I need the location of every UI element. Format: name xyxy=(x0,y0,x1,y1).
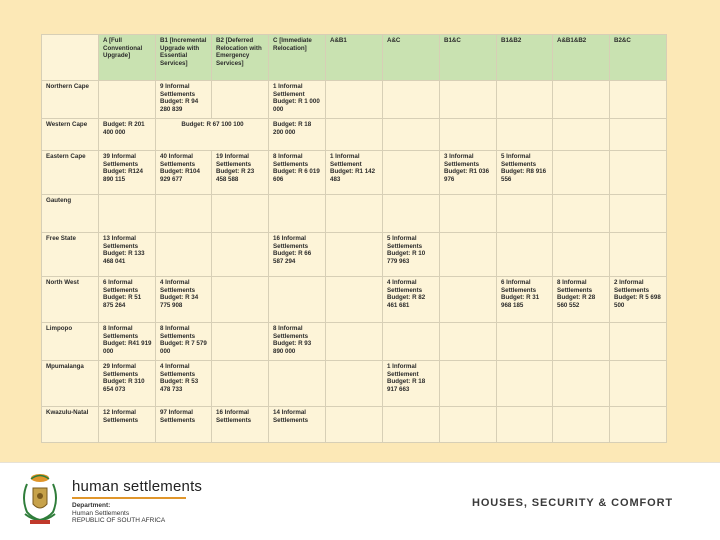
table-cell: 8 Informal Settlements Budget: R41 919 000 xyxy=(99,323,156,361)
table-cell xyxy=(553,323,610,361)
table-cell: 1 Informal Settlement Budget: R 18 917 663 xyxy=(383,361,440,407)
table-cell xyxy=(610,233,667,277)
table-cell xyxy=(212,323,269,361)
column-header: C [Immediate Relocation] xyxy=(269,35,326,81)
table-cell xyxy=(212,277,269,323)
table-cell: Budget: R 67 100 100 xyxy=(156,119,269,151)
table-row xyxy=(42,233,667,277)
table-cell: 8 Informal Settlements Budget: R 6 019 606 xyxy=(269,151,326,195)
province-cell: North West xyxy=(42,277,99,323)
table-cell: 14 Informal Settlements xyxy=(269,407,326,443)
column-header: B1&B2 xyxy=(497,35,553,81)
table-cell xyxy=(610,361,667,407)
table-cell xyxy=(326,407,383,443)
table-cell: 8 Informal Settlements Budget: R 28 560 552 xyxy=(553,277,610,323)
table-row xyxy=(42,277,667,323)
province-cell: Free State xyxy=(42,233,99,277)
province-cell: Western Cape xyxy=(42,119,99,151)
table-row xyxy=(42,407,667,443)
table-cell xyxy=(440,361,497,407)
table-cell: 1 Informal Settlement Budget: R 1 000 000 xyxy=(269,81,326,119)
table-cell xyxy=(212,81,269,119)
table-cell xyxy=(99,81,156,119)
province-cell: Kwazulu-Natal xyxy=(42,407,99,443)
table-cell: 6 Informal Settlements Budget: R 31 968 185 xyxy=(497,277,553,323)
table-cell: 16 Informal Settlements Budget: R 66 587 294 xyxy=(269,233,326,277)
table-cell: Budget: R 201 400 000 xyxy=(99,119,156,151)
table-cell xyxy=(610,119,667,151)
table-header-row xyxy=(42,35,667,81)
table-cell: 6 Informal Settlements Budget: R 51 875 264 xyxy=(99,277,156,323)
table-cell: 29 Informal Settlements Budget: R 310 654 073 xyxy=(99,361,156,407)
table-cell xyxy=(553,151,610,195)
province-cell: Northern Cape xyxy=(42,81,99,119)
header-corner xyxy=(42,35,99,81)
table-cell xyxy=(440,81,497,119)
table-cell xyxy=(553,361,610,407)
table-row xyxy=(42,361,667,407)
dept-line-2: Human Settlements xyxy=(72,509,130,517)
table-cell xyxy=(610,195,667,233)
table-cell: 12 Informal Settlements xyxy=(99,407,156,443)
column-header: B2 [Deferred Relocation with Emergency Services] xyxy=(212,35,269,81)
table-cell xyxy=(383,119,440,151)
province-cell: Eastern Cape xyxy=(42,151,99,195)
brand-block xyxy=(72,478,202,525)
table-cell xyxy=(383,195,440,233)
column-header: A&B1&B2 xyxy=(553,35,610,81)
table-cell xyxy=(212,361,269,407)
table-cell xyxy=(610,407,667,443)
dept-line-3: REPUBLIC OF SOUTH AFRICA xyxy=(72,517,166,525)
data-table xyxy=(41,34,667,443)
table-cell xyxy=(553,407,610,443)
table-cell: 13 Informal Settlements Budget: R 133 468 041 xyxy=(99,233,156,277)
table-cell: 1 Informal Settlement Budget: R1 142 483 xyxy=(326,151,383,195)
table-cell xyxy=(326,361,383,407)
table-cell xyxy=(326,233,383,277)
table-cell: Budget: R 18 200 000 xyxy=(269,119,326,151)
table-cell xyxy=(156,233,212,277)
table-cell xyxy=(610,323,667,361)
column-header: B1&C xyxy=(440,35,497,81)
table-cell xyxy=(326,81,383,119)
footer-divider xyxy=(0,462,720,463)
table-cell xyxy=(440,119,497,151)
table-cell xyxy=(326,277,383,323)
table-cell xyxy=(440,277,497,323)
table-cell xyxy=(156,195,212,233)
table-cell xyxy=(440,195,497,233)
table-row xyxy=(42,195,667,233)
province-cell: Gauteng xyxy=(42,195,99,233)
table-cell xyxy=(383,151,440,195)
settlement-upgrade-table xyxy=(41,34,666,441)
table-cell xyxy=(212,195,269,233)
column-header: B2&C xyxy=(610,35,667,81)
table-cell xyxy=(610,81,667,119)
province-cell: Limpopo xyxy=(42,323,99,361)
province-cell: Mpumalanga xyxy=(42,361,99,407)
table-cell xyxy=(383,407,440,443)
table-cell xyxy=(440,233,497,277)
table-cell: 19 Informal Settlements Budget: R 23 458 588 xyxy=(212,151,269,195)
table-row xyxy=(42,323,667,361)
table-cell xyxy=(497,323,553,361)
column-header: A&C xyxy=(383,35,440,81)
table-cell xyxy=(497,233,553,277)
column-header: A&B1 xyxy=(326,35,383,81)
table-row xyxy=(42,81,667,119)
table-cell xyxy=(326,195,383,233)
table-cell xyxy=(212,233,269,277)
table-cell xyxy=(610,151,667,195)
table-body xyxy=(42,81,667,443)
brand-title: human settlements xyxy=(72,478,203,495)
table-cell: 39 Informal Settlements Budget: R124 890 115 xyxy=(99,151,156,195)
table-cell xyxy=(553,81,610,119)
table-cell xyxy=(497,195,553,233)
table-cell xyxy=(440,323,497,361)
table-cell: 16 Informal Settlements xyxy=(212,407,269,443)
table-cell xyxy=(383,323,440,361)
table-cell: 4 Informal Settlements Budget: R 82 461 681 xyxy=(383,277,440,323)
table-cell: 97 Informal Settlements xyxy=(156,407,212,443)
table-cell xyxy=(497,81,553,119)
table-row xyxy=(42,119,667,151)
table-cell xyxy=(269,277,326,323)
table-cell xyxy=(99,195,156,233)
table-cell xyxy=(497,407,553,443)
table-cell: 8 Informal Settlements Budget: R 93 890 000 xyxy=(269,323,326,361)
table-cell xyxy=(269,195,326,233)
dept-line-1: Department: xyxy=(72,502,111,509)
table-cell xyxy=(497,361,553,407)
table-cell: 3 Informal Settlements Budget: R1 036 976 xyxy=(440,151,497,195)
brand-rule xyxy=(72,497,186,499)
table-cell: 5 Informal Settlements Budget: R 10 779 963 xyxy=(383,233,440,277)
table-cell xyxy=(383,81,440,119)
table-cell: 2 Informal Settlements Budget: R 5 698 500 xyxy=(610,277,667,323)
table-cell xyxy=(497,119,553,151)
table-cell xyxy=(326,323,383,361)
table-cell xyxy=(553,195,610,233)
table-cell xyxy=(553,119,610,151)
coat-of-arms-icon xyxy=(18,470,62,528)
table-cell xyxy=(553,233,610,277)
table-cell: 9 Informal Settlements Budget: R 94 280 839 xyxy=(156,81,212,119)
table-cell: 4 Informal Settlements Budget: R 34 775 908 xyxy=(156,277,212,323)
table-cell: 40 Informal Settlements Budget: R104 929 677 xyxy=(156,151,212,195)
table-cell: 8 Informal Settlements Budget: R 7 579 000 xyxy=(156,323,212,361)
column-header: A [Full Conventional Upgrade] xyxy=(99,35,156,81)
table-cell xyxy=(440,407,497,443)
table-cell xyxy=(269,361,326,407)
column-header: B1 [Incremental Upgrade with Essential Services] xyxy=(156,35,212,81)
table-cell xyxy=(326,119,383,151)
table-row xyxy=(42,151,667,195)
tagline: HOUSES, SECURITY & COMFORT xyxy=(472,497,674,509)
table-cell: 4 Informal Settlements Budget: R 53 478 733 xyxy=(156,361,212,407)
table-cell: 5 Informal Settlements Budget: R8 916 556 xyxy=(497,151,553,195)
